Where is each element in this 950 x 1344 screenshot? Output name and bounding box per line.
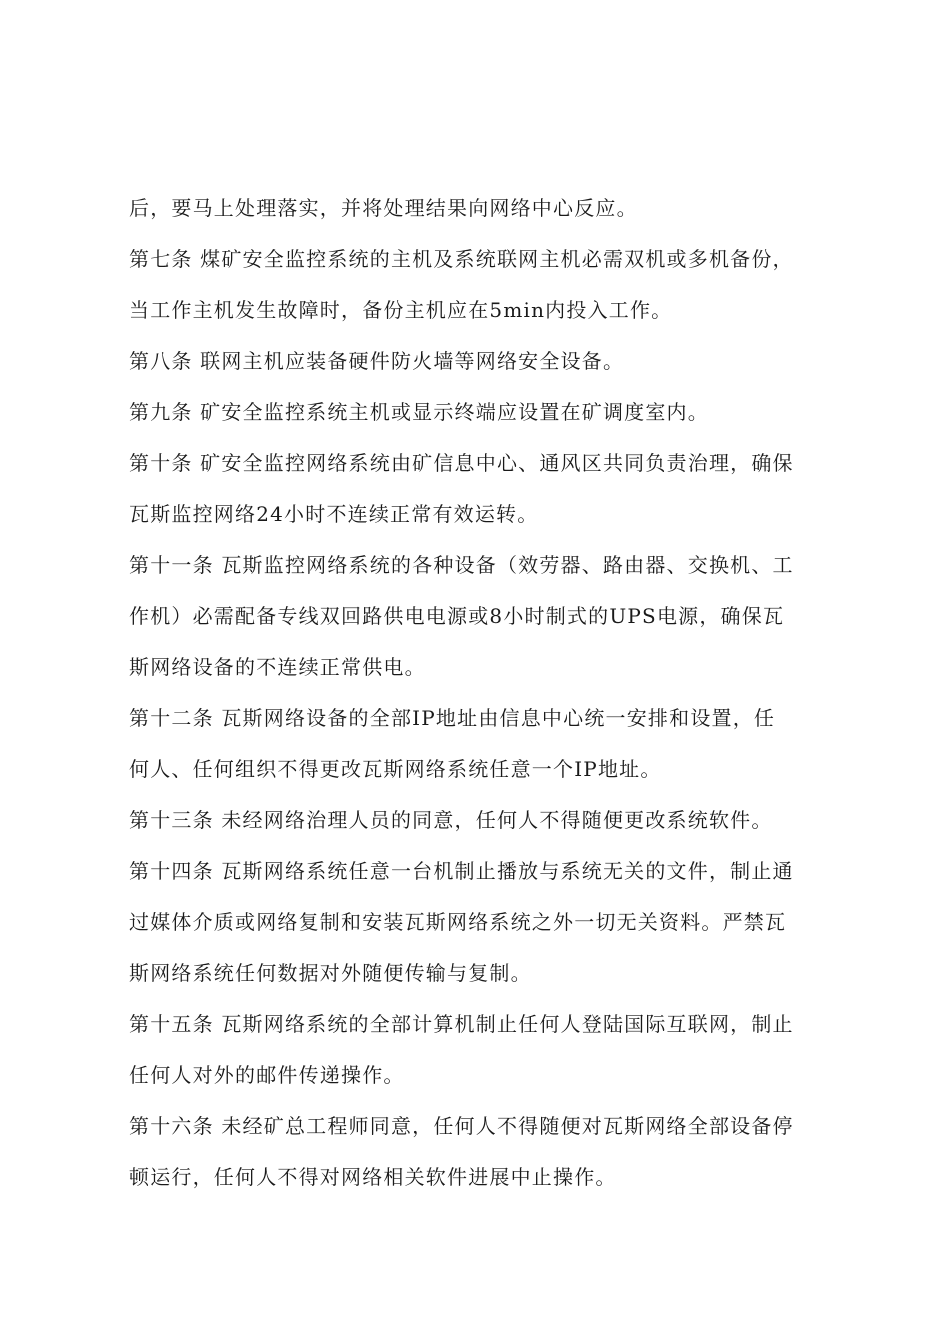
text-line: 顿运行，任何人不得对网络相关软件进展中止操作。 [129,1165,617,1189]
text-line: 第十二条 瓦斯网络设备的全部IP地址由信息中心统一安排和设置，任 [129,706,776,730]
text-line: 瓦斯监控网络24小时不连续正常有效运转。 [129,502,539,526]
text-line: 第七条 煤矿安全监控系统的主机及系统联网主机必需双机或多机备份， [129,247,794,271]
text-line: 第九条 矿安全监控系统主机或显示终端应设置在矿调度室内。 [129,400,709,424]
text-line: 斯网络系统任何数据对外随便传输与复制。 [129,961,532,985]
text-line: 第十一条 瓦斯监控网络系统的各种设备（效劳器、路由器、交换机、工 [129,553,794,577]
text-line: 第十条 矿安全监控网络系统由矿信息中心、通风区共同负责治理，确保 [129,451,794,475]
text-line: 过媒体介质或网络复制和安装瓦斯网络系统之外一切无关资料。严禁瓦 [129,910,787,934]
text-line: 当工作主机发生故障时，备份主机应在5min内投入工作。 [129,298,673,322]
text-line: 第八条 联网主机应装备硬件防火墙等网络安全设备。 [129,349,625,373]
text-line: 后，要马上处理落实，并将处理结果向网络中心反应。 [129,196,638,220]
text-line: 第十三条 未经网络治理人员的同意，任何人不得随便更改系统软件。 [129,808,773,832]
text-line: 作机）必需配备专线双回路供电电源或8小时制式的UPS电源，确保瓦 [129,604,785,628]
document-body [129,183,834,1203]
text-line: 任何人对外的邮件传递操作。 [129,1063,405,1087]
text-line: 斯网络设备的不连续正常供电。 [129,655,426,679]
text-line: 第十四条 瓦斯网络系统任意一台机制止播放与系统无关的文件，制止通 [129,859,794,883]
text-line: 第十五条 瓦斯网络系统的全部计算机制止任何人登陆国际互联网，制止 [129,1012,794,1036]
text-line: 何人、任何组织不得更改瓦斯网络系统任意一个IP地址。 [129,757,662,781]
text-line: 第十六条 未经矿总工程师同意，任何人不得随便对瓦斯网络全部设备停 [129,1114,794,1138]
